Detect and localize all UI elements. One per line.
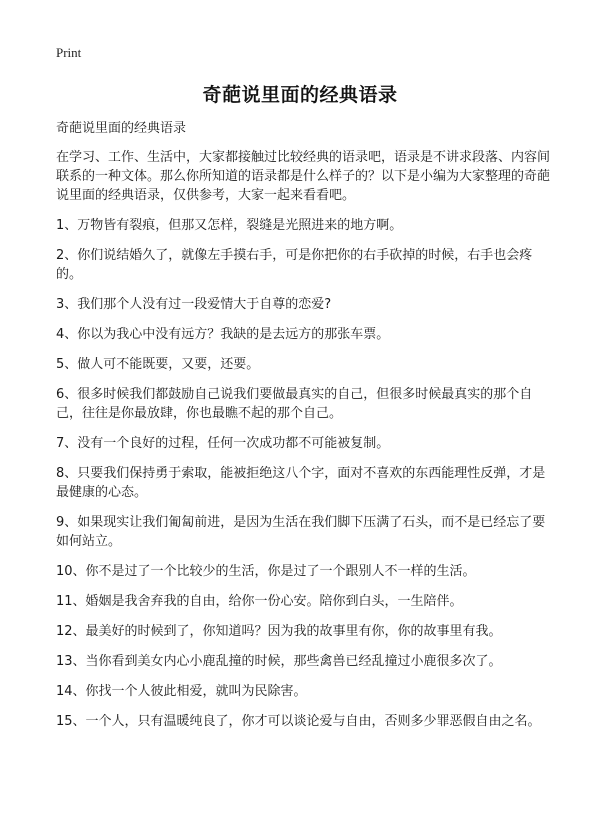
- quote-item: [56, 295, 552, 314]
- article-intro: 在学习、工作、生活中，大家都接触过比较经典的语录吧，语录是不讲求段落、内容间联系的一种文体。那么你所知道的语录都是什么样子的？以下是小编为大家整理的奇葩说里面的经典语录，仅供参考，大家一起来看看吧。: [56, 150, 551, 203]
- quote-text: 婚姻是我舍弃我的自由，给你一份心安。陪你到白头，一生陪伴。: [85, 594, 463, 609]
- article-subtitle: 奇葩说里面的经典语录: [56, 121, 187, 136]
- quote-text: 只要我们保持勇于索取，能被拒绝这八个字，面对不喜欢的东西能理性反弹，才是最健康的心态。: [56, 466, 546, 500]
- quote-item: [56, 385, 552, 423]
- quote-number: 8、: [56, 466, 78, 481]
- quote-text: 我们那个人没有过一段爱情大于自尊的恋爱?: [77, 297, 332, 312]
- quote-item: [56, 622, 552, 641]
- quote-item: [56, 355, 552, 374]
- quote-number: 7、: [56, 436, 78, 451]
- quote-number: 3、: [56, 297, 78, 312]
- quote-text: 你找一个人彼此相爱，就叫为民除害。: [85, 684, 307, 699]
- quote-item: [56, 434, 552, 453]
- quote-item: [56, 513, 552, 551]
- quote-number: 2、: [56, 248, 78, 263]
- quote-item: [56, 216, 552, 235]
- quote-number: 10、: [56, 564, 86, 579]
- document-title: 奇葩说里面的经典语录: [202, 84, 398, 106]
- quote-number: 5、: [56, 357, 78, 372]
- quote-item: [56, 682, 552, 701]
- quote-number: 6、: [56, 387, 78, 402]
- quote-text: 最美好的时候到了，你知道吗？因为我的故事里有你，你的故事里有我。: [85, 624, 502, 639]
- quote-item: [56, 325, 552, 344]
- quote-text: 当你看到美女内心小鹿乱撞的时候，那些禽兽已经乱撞过小鹿很多次了。: [85, 654, 502, 669]
- quote-number: 12、: [56, 624, 86, 639]
- quote-number: 1、: [56, 218, 78, 233]
- quote-item: [56, 712, 552, 731]
- quote-text: 很多时候我们都鼓励自己说我们要做最真实的自己，但很多时候最真实的那个自己，往往是你最放肆，你也最瞧不起的那个自己。: [56, 387, 533, 421]
- quote-text: 你不是过了一个比较少的生活，你是过了一个跟别人不一样的生活。: [85, 564, 476, 579]
- print-label: Print: [56, 45, 82, 60]
- quote-text: 你们说结婚久了，就像左手摸右手，可是你把你的右手砍掉的时候，右手也会疼的。: [56, 248, 533, 282]
- quote-text: 一个人，只有温暖纯良了，你才可以谈论爱与自由，否则多少罪恶假自由之名。: [85, 714, 541, 729]
- quote-item: [56, 464, 552, 502]
- quote-item: [56, 652, 552, 671]
- quote-text: 你以为我心中没有远方？我缺的是去远方的那张车票。: [77, 327, 390, 342]
- quote-number: 9、: [56, 515, 78, 530]
- quote-text: 做人可不能既要，又要，还要。: [77, 357, 260, 372]
- quote-number: 13、: [56, 654, 86, 669]
- quote-item: [56, 592, 552, 611]
- quote-item: [56, 562, 552, 581]
- quote-number: 15、: [56, 714, 86, 729]
- quote-number: 11、: [56, 594, 86, 609]
- quote-text: 如果现实让我们匍匐前进，是因为生活在我们脚下压满了石头，而不是已经忘了要如何站立。: [56, 515, 546, 549]
- quote-text: 万物皆有裂痕，但那又怎样，裂缝是光照进来的地方啊。: [77, 218, 403, 233]
- quote-item: [56, 246, 552, 284]
- quote-number: 4、: [56, 327, 78, 342]
- quote-text: 没有一个良好的过程，任何一次成功都不可能被复制。: [77, 436, 390, 451]
- article-body: [56, 119, 552, 742]
- quote-number: 14、: [56, 684, 86, 699]
